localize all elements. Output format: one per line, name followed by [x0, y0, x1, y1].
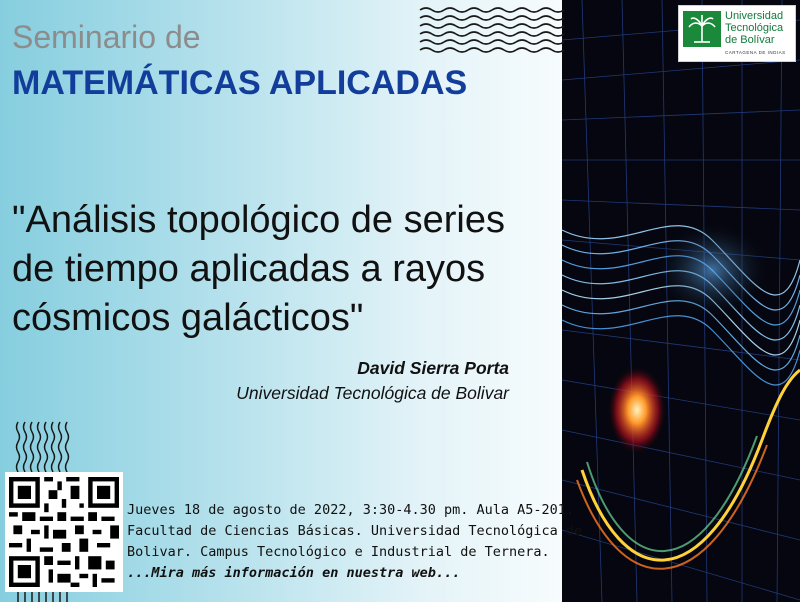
cosmic-background-image — [562, 0, 800, 602]
series-title: MATEMÁTICAS APLICADAS — [12, 64, 468, 102]
palm-tree-icon — [683, 11, 721, 47]
wave-pattern-decoration-top — [418, 6, 566, 58]
speaker-name: David Sierra Porta — [357, 358, 509, 378]
seminar-label: Seminario de — [12, 19, 201, 55]
speaker-affiliation: Universidad Tecnológica de Bolivar — [236, 383, 509, 403]
qr-code[interactable] — [5, 472, 123, 592]
university-emblem-icon — [683, 11, 721, 47]
university-name — [725, 10, 783, 46]
event-date-time: Jueves 18 de agosto de 2022, 3:30-4.30 pm. Aula A5-201. — [127, 502, 575, 518]
qr-code-icon — [9, 477, 119, 587]
more-info-link[interactable]: ...Mira más información en nuestra web... — [127, 565, 461, 581]
cosmic-waves-illustration — [562, 0, 800, 602]
wave-pattern-decoration-edge — [14, 592, 74, 602]
talk-title: "Análisis topológico de series de tiempo aplicadas a rayos cósmicos galácticos" — [12, 199, 505, 339]
logo-tagline: CARTAGENA DE INDIAS — [725, 50, 786, 55]
logo-line-1: Universidad — [725, 10, 784, 22]
event-campus: Bolivar. Campus Tecnológico e Industrial de Ternera. — [127, 544, 550, 560]
wave-pattern-decoration-bottom — [14, 420, 74, 478]
event-details — [127, 500, 582, 584]
event-faculty: Facultad de Ciencias Básicas. Universidad Tecnológica de — [127, 523, 583, 539]
logo-line-2: Tecnológica — [725, 22, 784, 34]
logo-line-3: de Bolívar — [725, 34, 775, 46]
university-logo — [678, 5, 796, 62]
